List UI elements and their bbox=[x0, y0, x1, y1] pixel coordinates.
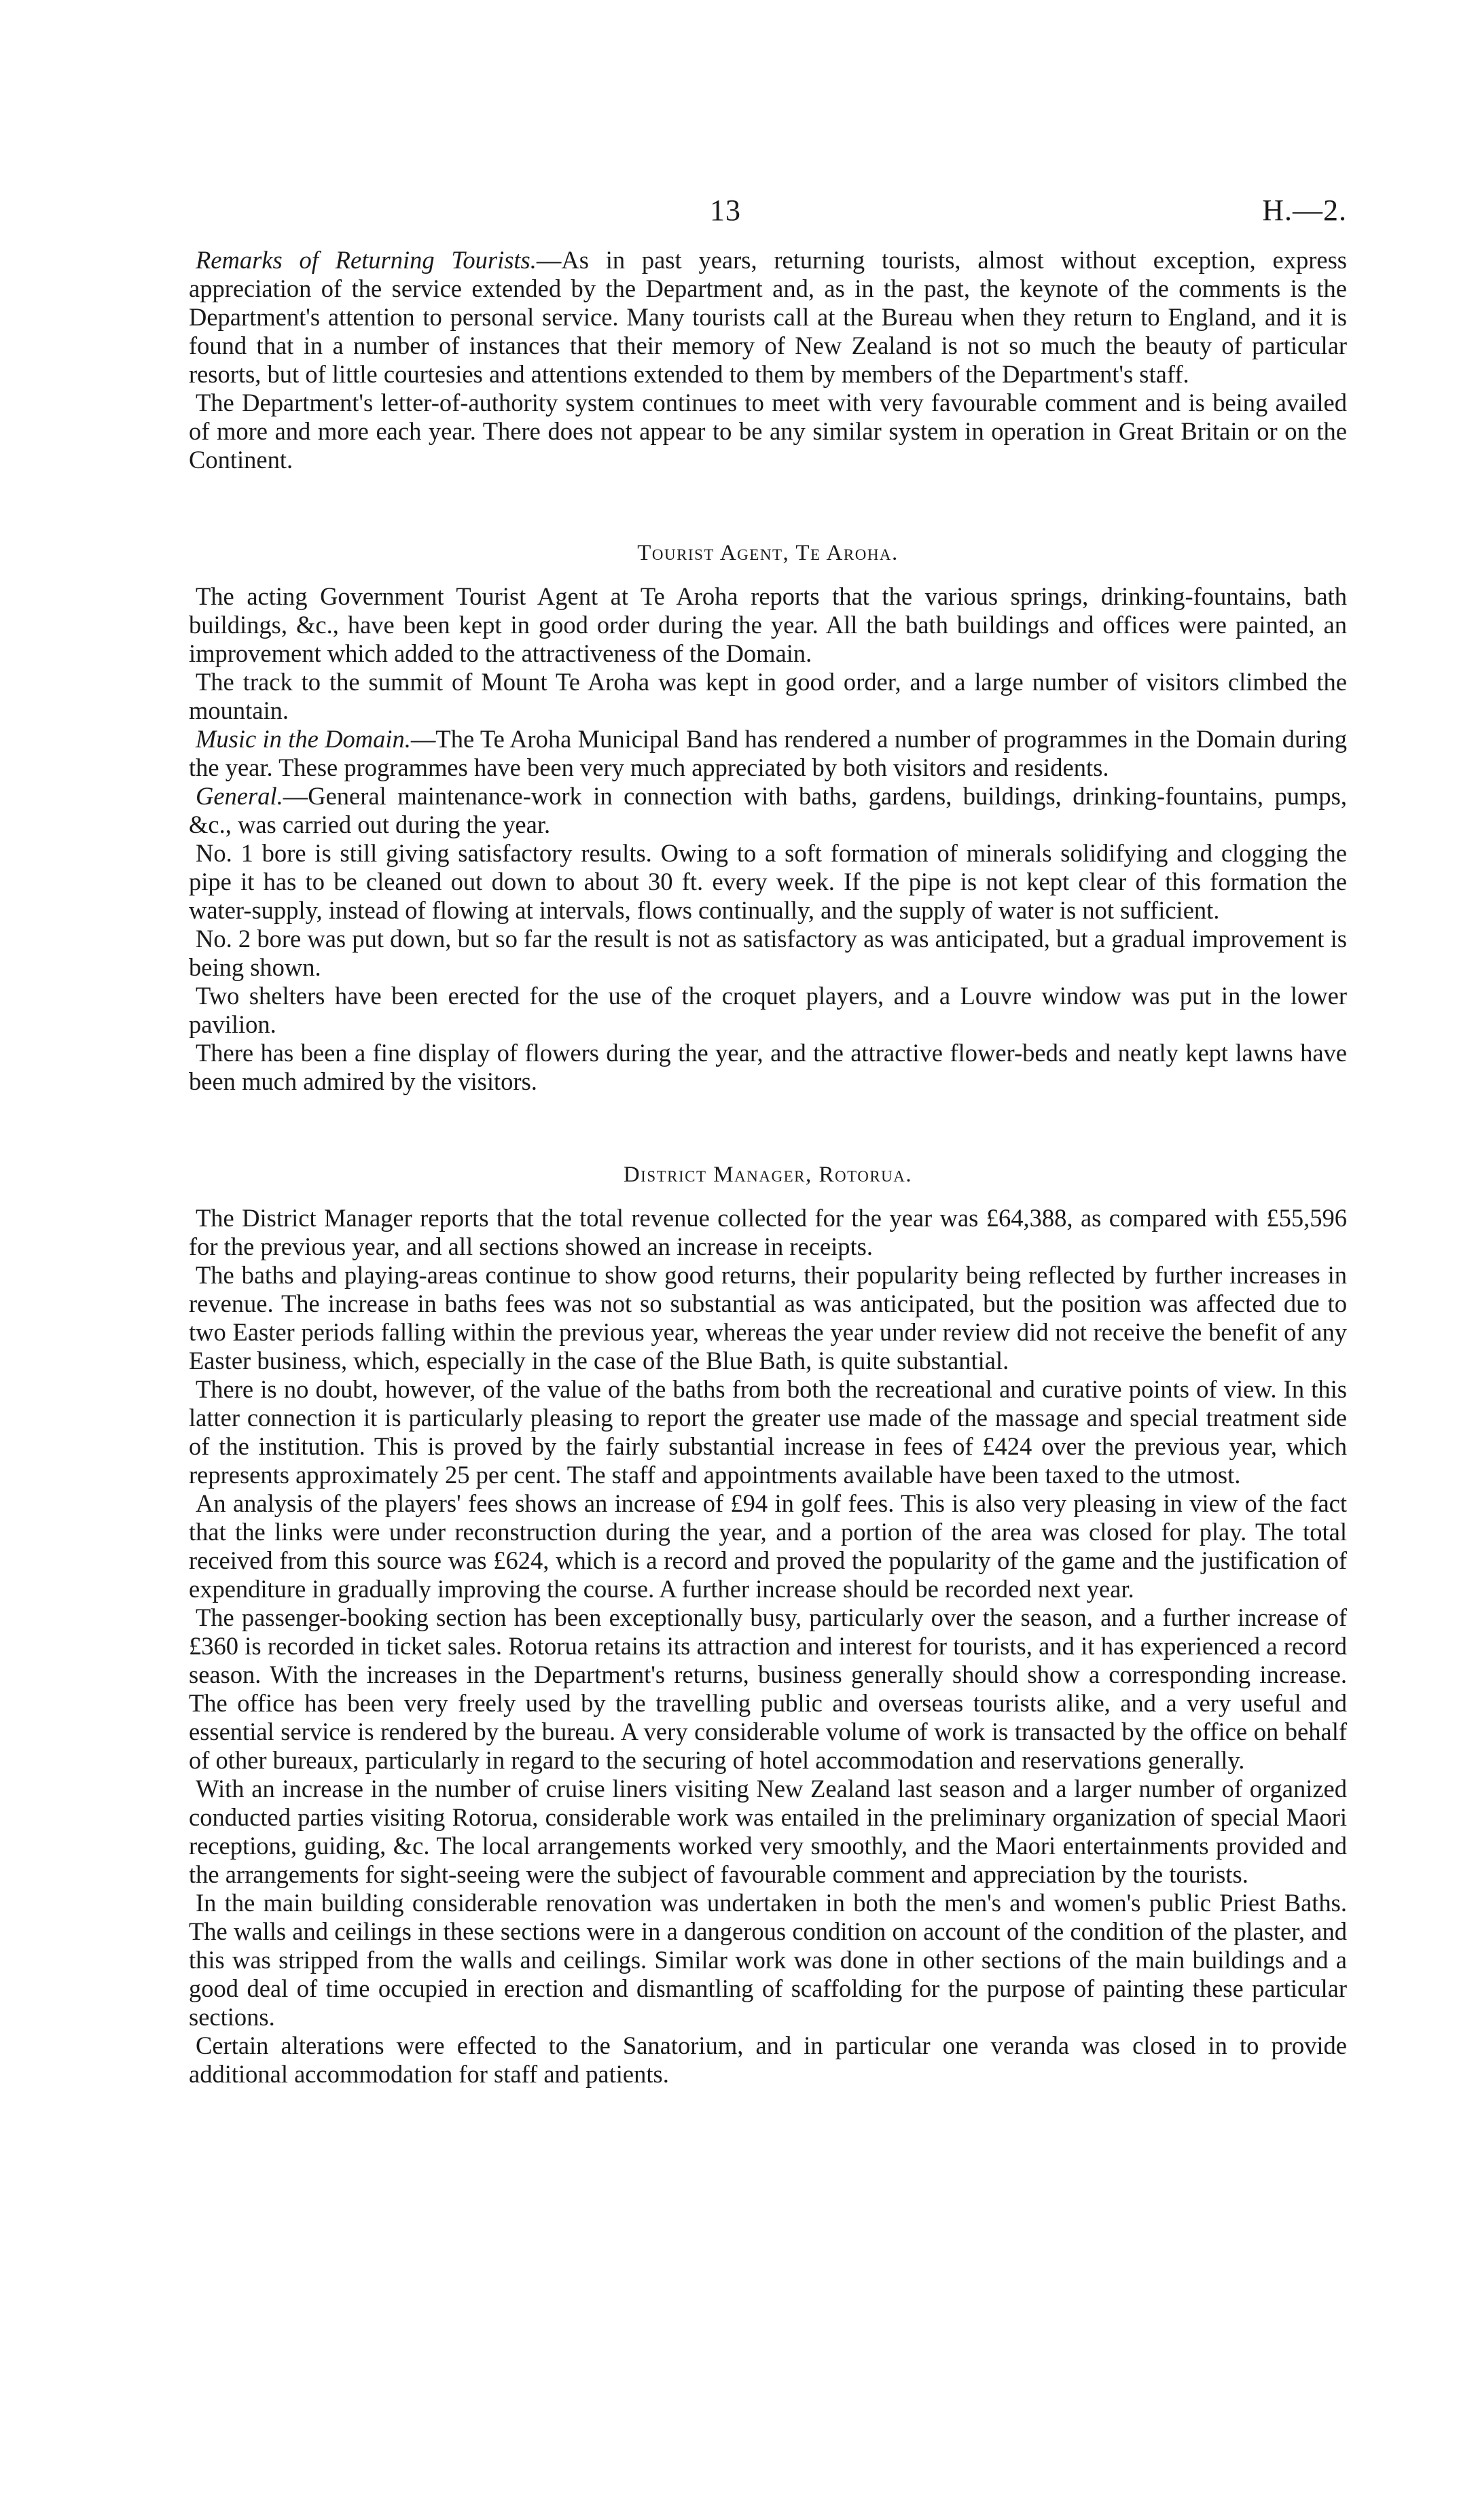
section-rotorua bbox=[189, 1160, 1347, 2089]
paragraph-lead: General. bbox=[196, 782, 283, 810]
paragraph bbox=[189, 725, 1347, 782]
paragraph: The passenger-booking section has been exceptionally busy, particularly over the season, and a further increase of £360 is recorded in ticket sales. Rotorua retains its attraction and interest for tourists, and it has experienced a record season. With the increases in the Department's returns, business generally should show a corresponding increase. The office has been very freely used by the travelling public and overseas tourists alike, and a very useful and essential service is rendered by the bureau. A very considerable volume of work is transacted by the office on behalf of other bureaux, particularly in regard to the securing of hotel accommodation and reservations generally. bbox=[189, 1603, 1347, 1774]
paragraph: No. 2 bore was put down, but so far the result is not as satisfactory as was anticipated, but a gradual improvement is being shown. bbox=[189, 925, 1347, 981]
paragraph: The District Manager reports that the total revenue collected for the year was £64,388, as compared with £55,596 for the previous year, and all sections showed an increase in receipts. bbox=[189, 1204, 1347, 1260]
paragraph: The track to the summit of Mount Te Aroha was kept in good order, and a large number of visitors climbed the mountain. bbox=[189, 668, 1347, 724]
paragraph: Certain alterations were effected to the Sanatorium, and in particular one veranda was closed in to provide additional accommodation for staff and patients. bbox=[189, 2031, 1347, 2088]
paragraph: In the main building considerable renovation was undertaken in both the men's and women's public Priest Baths. The walls and ceilings in these sections were in a dangerous condition on account of the condition of the plaster, and this was stripped from the walls and ceilings. Similar work was done in other sections of the main buildings and a good deal of time occupied in erection and dismantling of scaffolding for the purpose of painting these particular sections. bbox=[189, 1889, 1347, 2031]
paragraph: There has been a fine display of flowers during the year, and the attractive flower-beds and neatly kept lawns have been much admired by the visitors. bbox=[189, 1039, 1347, 1095]
paragraph: The acting Government Tourist Agent at Te Aroha reports that the various springs, drinking-fountains, bath buildings, &c., have been kept in good order during the year. All the bath buildings and offices were painted, an improvement which added to the attractiveness of the Domain. bbox=[189, 582, 1347, 667]
paragraph-text: —As in past years, returning tourists, almost without exception, express appreciation of the service extended by the Department and, as in the past, the keynote of the comments is the Department's attention to personal service. Many tourists call at the Bureau when they return to England, and it is found that in a number of instances that their memory of New Zealand is not so much the beauty of particular resorts, but of little courtesies and attentions extended to them by members of the Department's staff. bbox=[189, 246, 1347, 388]
paragraph: With an increase in the number of cruise liners visiting New Zealand last season and a larger number of organized conducted parties visiting Rotorua, considerable work was entailed in the preliminary organization of special Maori receptions, guiding, &c. The local arrangements worked very smoothly, and the Maori entertainments provided and the arrangements for sight-seeing were the subject of favourable comment and appreciation by the tourists. bbox=[189, 1775, 1347, 1888]
paragraph: Two shelters have been erected for the use of the croquet players, and a Louvre window was put in the lower pavilion. bbox=[189, 982, 1347, 1038]
paragraph: The baths and playing-areas continue to show good returns, their popularity being reflected by further increases in revenue. The increase in baths fees was not so substantial as was anticipated, but the position was affected due to two Easter periods falling within the previous year, whereas the year under review did not receive the benefit of any Easter business, which, especially in the case of the Blue Bath, is quite substantial. bbox=[189, 1261, 1347, 1374]
document-body bbox=[189, 246, 1347, 2089]
paragraph: An analysis of the players' fees shows an increase of £94 in golf fees. This is also very pleasing in view of the fact that the links were under reconstruction during the year, and a portion of the area was closed for play. The total received from this source was £624, which is a record and proved the popularity of the game and the justification of expenditure in gradually improving the course. A further increase should be recorded next year. bbox=[189, 1489, 1347, 1603]
paragraph bbox=[189, 782, 1347, 839]
paragraph: No. 1 bore is still giving satisfactory results. Owing to a soft formation of minerals solidifying and clogging the pipe it has to be cleaned out down to about 30 ft. every week. If the pipe is not kept clear of this formation the water-supply, instead of flowing at intervals, flows continually, and the supply of water is not sufficient. bbox=[189, 839, 1347, 924]
paragraph-text: —General maintenance-work in connection with baths, gardens, buildings, drinking-fountains, pumps, &c., was carried out during the year. bbox=[189, 782, 1347, 838]
page-number: 13 bbox=[710, 194, 741, 227]
paragraph-text: —The Te Aroha Municipal Band has rendered a number of programmes in the Domain during the year. These programmes have been very much appreciated by both visitors and residents. bbox=[189, 725, 1348, 781]
paragraph bbox=[189, 246, 1347, 389]
paragraph-lead: Remarks of Returning Tourists. bbox=[196, 246, 537, 274]
paragraph-lead: Music in the Domain. bbox=[196, 725, 411, 753]
section-heading-rotorua: District Manager, Rotorua. bbox=[623, 1163, 913, 1187]
section-returning-tourists bbox=[189, 246, 1347, 474]
document-reference: H.—2. bbox=[1262, 194, 1347, 227]
paragraph: The Department's letter-of-authority system continues to meet with very favourable comment and is being availed of more and more each year. There does not appear to be any similar system in operation in Great Britain or on the Continent. bbox=[189, 389, 1347, 474]
paragraph: There is no doubt, however, of the value of the baths from both the recreational and curative points of view. In this latter connection it is particularly pleasing to report the greater use made of the massage and special treatment side of the institution. This is proved by the fairly substantial increase in fees of £424 over the previous year, which represents approximately 25 per cent. The staff and appointments available have been taxed to the utmost. bbox=[189, 1375, 1347, 1489]
section-te-aroha bbox=[189, 539, 1347, 1096]
section-heading-te-aroha: Tourist Agent, Te Aroha. bbox=[637, 541, 899, 565]
page-header bbox=[0, 193, 1476, 234]
